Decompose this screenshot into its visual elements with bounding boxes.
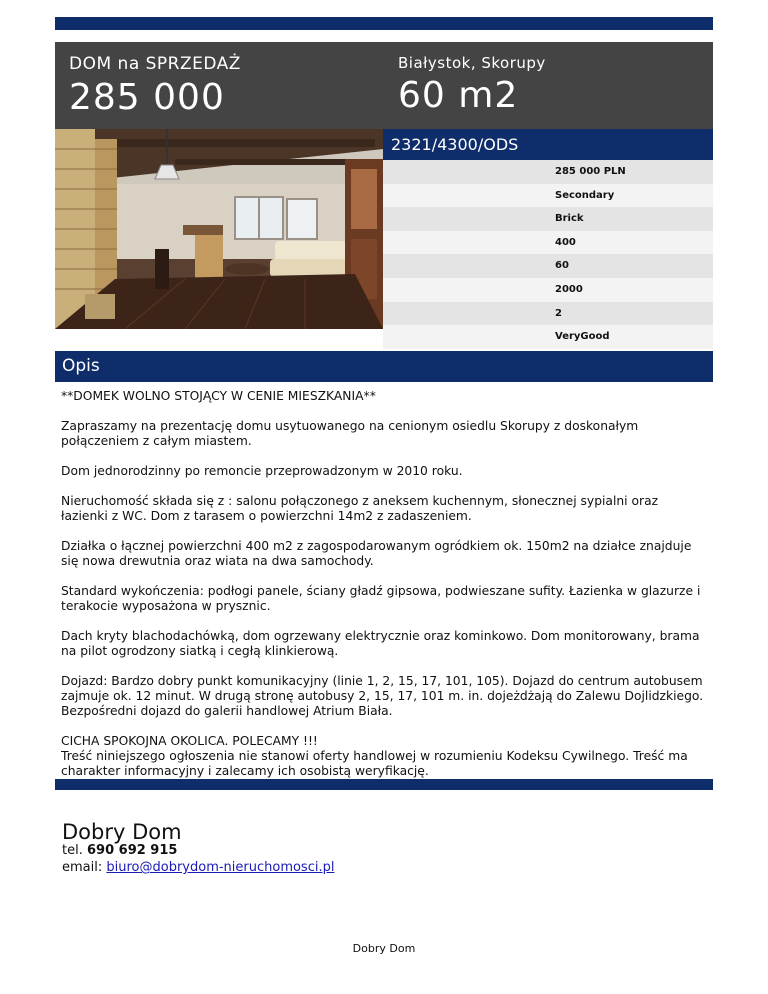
bottom-accent-bar [55,779,713,790]
description-paragraph: Standard wykończenia: podłogi panele, ściany gładź gipsowa, podwieszane sufity. Łazienka w glazurze i terakocie wyposażona w prysznic. [61,584,701,613]
spec-condition: VeryGood [383,325,713,349]
area-value: 60 m2 [398,75,519,116]
price-value: 285 000 [69,77,225,118]
property-photo [55,129,383,329]
phone-number: 690 692 915 [86,843,178,858]
page-footer: Dobry Dom [352,942,416,955]
description-paragraph: Dach kryty blachodachówką, dom ogrzewany elektrycznie oraz kominkowo. Dom monitorowany, brama na pilot ogrodzony siatką i cegłą klinkierową. [61,629,700,658]
description-paragraph: CICHA SPOKOJNA OKOLICA. POLECAMY !!! [61,734,318,748]
description-paragraph: Zapraszamy na prezentację domu usytuowanego na cenionym osiedlu Skorupy z doskonałym połączeniem z całym miastem. [61,419,639,448]
header-right [398,54,546,114]
description-paragraph: Działka o łącznej powierzchni 400 m2 z zagospodarowanym ogródkiem ok. 150m2 na działce znajduje się nowa drewutnia oraz wiata na dwa samochody. [61,539,692,568]
reference-number: 2321/4300/ODS [383,129,713,160]
specs-table [383,160,713,349]
listing-header [55,42,713,129]
spec-market: Secondary [383,184,713,208]
header-left [69,54,241,116]
agency-contact [62,842,334,876]
description-body [61,389,706,779]
description-heading: Opis [55,351,713,382]
disclaimer-paragraph: Treść niniejszego ogłoszenia nie stanowi oferty handlowej w rozumieniu Kodeksu Cywilnego. Treść ma charakter informacyjny i zalecamy ich osobistą weryfikację. [61,749,688,778]
living-room-photo [55,129,383,329]
description-paragraph: Nieruchomość składa się z : salonu połączonego z aneksem kuchennym, słonecznej sypialni oraz łazienki z WC. Dom z tarasem o powierzchni 14m2 z zadaszeniem. [61,494,659,523]
property-type-label: DOM na SPRZEDAŻ [69,54,241,74]
top-accent-bar [55,17,713,30]
spec-area: 60 [383,254,713,278]
spec-rooms: 2 [383,302,713,326]
agency-name: Dobry Dom [62,820,182,844]
description-paragraph: Dojazd: Bardzo dobry punkt komunikacyjny (linie 1, 2, 15, 17, 101, 105). Dojazd do centrum autobusem zajmuje ok. 12 minut. W drugą stronę autobusy 2, 15, 17, 101 m. in. dojeżdżają do Zalewu Dojlidzkiego. Bezpośredni dojazd do galerii handlowej Atrium Biała. [61,674,704,718]
spec-material: Brick [383,207,713,231]
phone-line [62,842,334,859]
email-label: email: [62,860,103,875]
spec-plot-area: 400 [383,231,713,255]
location-label: Białystok, Skorupy [398,54,546,72]
phone-label: tel. [62,843,83,858]
email-line [62,859,334,876]
spec-year: 2000 [383,278,713,302]
spec-price: 285 000 PLN [383,160,713,184]
description-paragraph: Dom jednorodzinny po remoncie przeprowadzonym w 2010 roku. [61,464,463,478]
description-paragraph: **DOMEK WOLNO STOJĄCY W CENIE MIESZKANIA** [61,389,376,403]
email-link[interactable]: biuro@dobrydom-nieruchomosci.pl [106,860,335,875]
